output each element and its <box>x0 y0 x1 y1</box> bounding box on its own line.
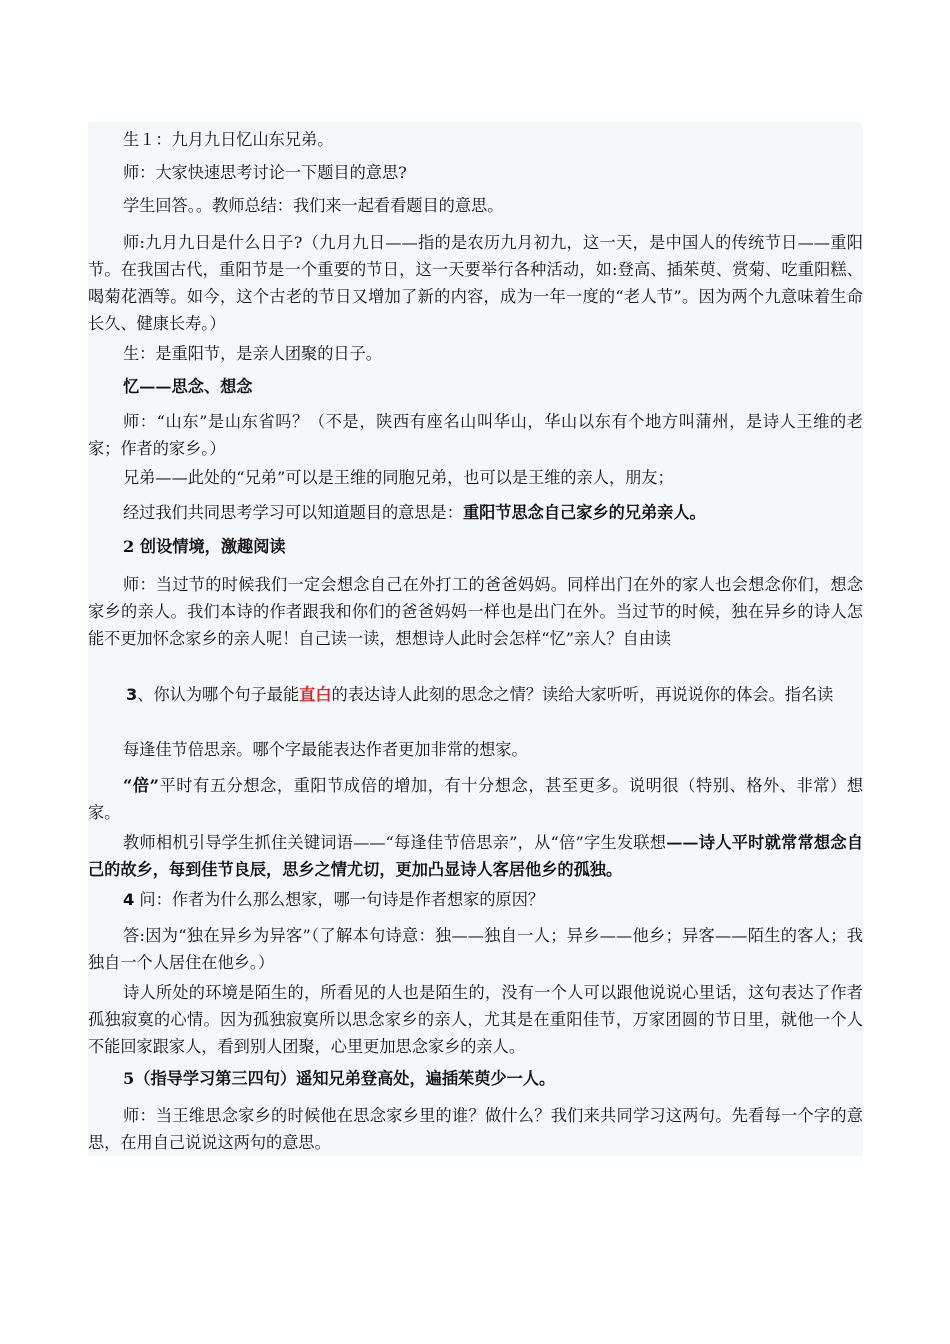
paragraph-student-title: 生１：九月九日忆山东兄弟。 <box>123 130 334 149</box>
paragraph-question-3 <box>88 681 863 708</box>
paragraph-festival-missing: 师：当过节的时候我们一定会想念自己在外打工的爸爸妈妈。同样出门在外的家人也会想念你们，想念家乡的亲人。我们本诗的作者跟我和你们的爸爸妈妈一样也是出门在外。当过节的时候，独在异乡的诗人怎能不更加怀念家乡的亲人呢！自己读一读，想想诗人此时会怎样“忆”亲人？自由读 <box>88 575 863 648</box>
heading-create-situation: 2 创设情境，激趣阅读 <box>123 537 286 556</box>
paragraph-shandong-meaning: 师：“山东”是山东省吗？（不是，陕西有座名山叫华山，华山以东有个地方叫蒲州，是诗人王维的老家；作者的家乡。） <box>88 412 863 458</box>
paragraph-teacher-lines: 师：当王维思念家乡的时候他在思念家乡里的谁？做什么？我们来共同学习这两句。先看每一个字的意思，在用自己说说这两句的意思。 <box>88 1106 863 1152</box>
paragraph-answer-reason: 答:因为“独在异乡为异客”（了解本句诗意：独——独自一人；异乡——他乡；异客——陌生的客人；我独自一个人居住在他乡。） <box>88 926 863 972</box>
paragraph-teacher-guide <box>88 829 863 883</box>
paragraph-double-ninth-explanation: 师:九月九日是什么日子?（九月九日——指的是农历九月初九，这一天，是中国人的传统节日——重阳节。在我国古代，重阳节是一个重要的节日，这一天要举行各种活动，如:登高、插茱萸、赏菊、吃重阳糕、喝菊花酒等。如今，这个古老的节日又增加了新的内容，成为一年一度的“老人节”。因为两个九意味着生命长久、健康长寿。） <box>88 233 863 333</box>
teacher-guide-text: 教师相机引导学生抓住关键词语——“每逢佳节倍思亲”，从“倍”字生发联想 <box>123 833 667 852</box>
question-3-text-b: 的表达诗人此刻的思念之情？读给大家听听，再说说你的体会。指名读 <box>331 685 834 704</box>
paragraph-teacher-question: 师：大家快速思考讨论一下题目的意思? <box>123 163 407 182</box>
bei-keyword: “倍” <box>123 776 159 795</box>
paragraph-student-answer: 学生回答。。教师总结：我们来一起看看题目的意思。 <box>123 196 504 215</box>
paragraph-brothers-meaning: 兄弟——此处的“兄弟”可以是王维的同胞兄弟，也可以是王维的亲人，朋友； <box>123 468 674 487</box>
question-4-text: 问：作者为什么那么想家，哪一句诗是作者想家的原因？ <box>134 890 545 909</box>
question-3-number: 3 <box>126 685 138 704</box>
paragraph-question-4 <box>88 886 863 913</box>
teacher-guide-bold: ——诗人平时就常常想念自己的故乡，每到佳节良辰，思乡之情尤切，更加凸显诗人客居他乡的孤独。 <box>88 833 864 879</box>
question-3-text-a: 、你认为哪个句子最能 <box>137 685 300 704</box>
paragraph-every-festival: 每逢佳节倍思亲。哪个字最能表达作者更加非常的想家。 <box>123 740 528 759</box>
question-3-highlight: 直白 <box>299 685 332 704</box>
heading-lines-three-four: 5（指导学习第三四句）遥知兄弟登高处，遍插茱萸少一人。 <box>123 1069 556 1088</box>
title-meaning-bold: 重阳节思念自己家乡的兄弟亲人。 <box>462 503 706 522</box>
title-meaning-intro: 经过我们共同思考学习可以知道题目的意思是： <box>123 503 463 522</box>
paragraph-title-meaning <box>88 499 863 526</box>
paragraph-bei-meaning <box>88 772 863 826</box>
heading-yi-meaning: 忆——思念、想念 <box>123 377 253 396</box>
question-4-number: 4 <box>123 890 135 909</box>
bei-explanation: 平时有五分想念，重阳节成倍的增加，有十分想念，甚至更多。说明很（特别、格外、非常）想家。 <box>88 776 864 822</box>
paragraph-reunion-day: 生：是重阳节，是亲人团聚的日子。 <box>123 344 382 363</box>
document-page <box>88 122 863 1156</box>
paragraph-lonely-environment: 诗人所处的环境是陌生的，所看见的人也是陌生的，没有一个人可以跟他说说心里话，这句表达了作者孤独寂寞的心情。因为孤独寂寞所以思念家乡的亲人，尤其是在重阳佳节，万家团圆的节日里，就他一个人不能回家跟家人，看到别人团聚，心里更加思念家乡的亲人。 <box>88 983 863 1056</box>
